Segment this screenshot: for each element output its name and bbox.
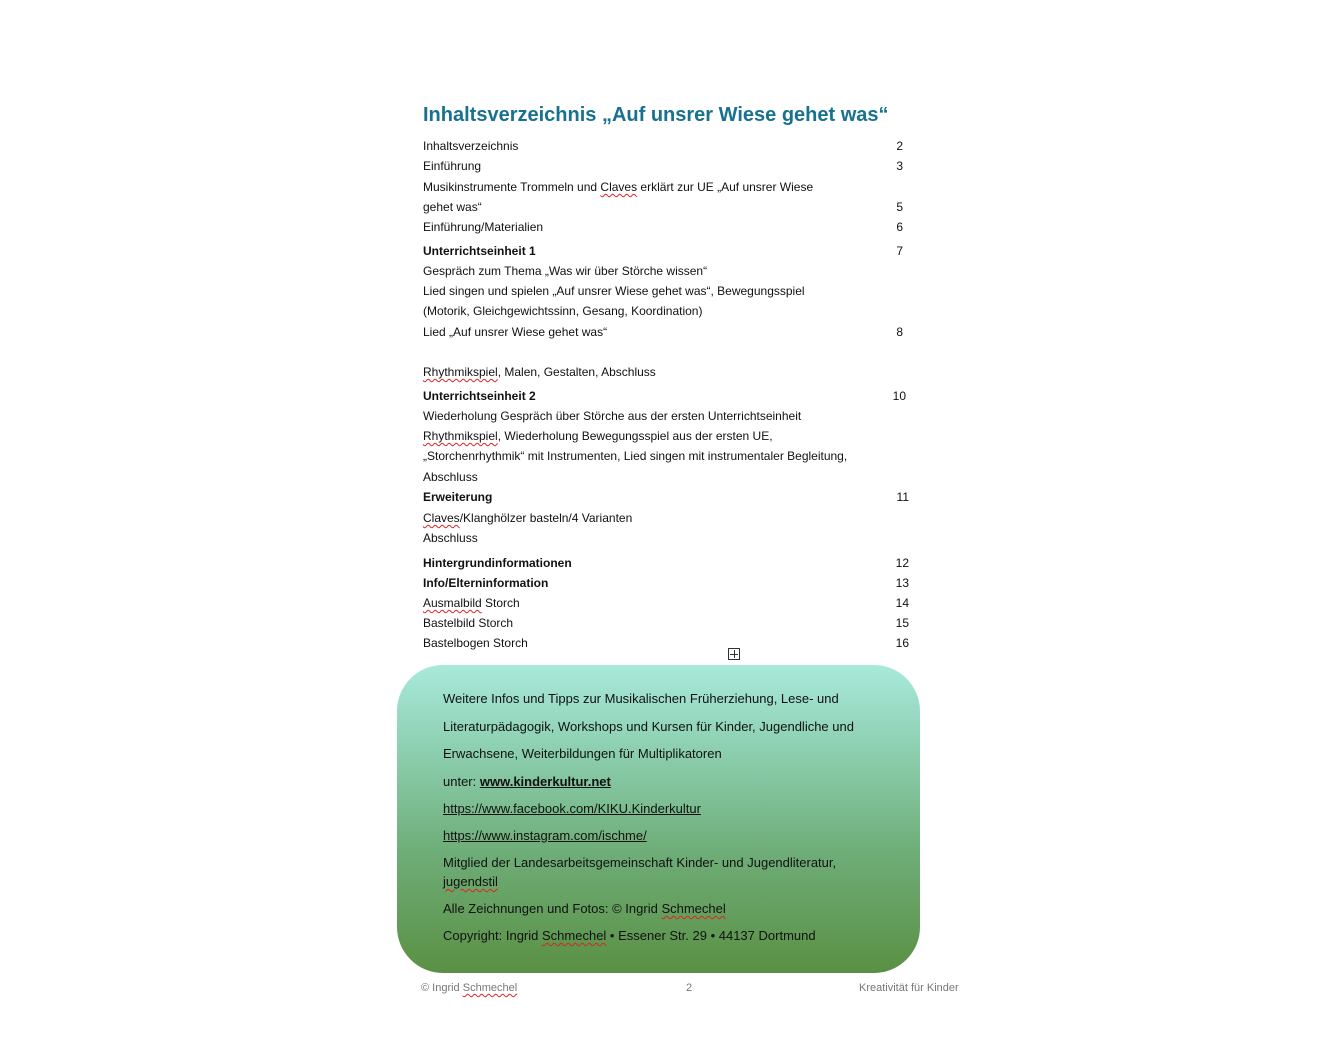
footer-left: © Ingrid Schmechel [421, 982, 518, 994]
toc-entry-page: 2 [896, 139, 903, 153]
website-link[interactable]: www.kinderkultur.net [479, 774, 611, 789]
info-text: Weitere Infos und Tipps zur Musikalischen Früherziehung, Lese- und [443, 691, 839, 706]
toc-section-heading: Erweiterung [423, 490, 493, 504]
toc-entry-text: Bastelbogen Storch [423, 636, 528, 650]
toc-entry-page: 13 [895, 576, 909, 590]
toc-entry-text: „Storchenrhythmik“ mit Instrumenten, Lied singen mit instrumentaler Begleitung, [423, 449, 848, 463]
toc-entry-text: Lied „Auf unsrer Wiese gehet was“ [423, 325, 608, 339]
toc-entry-text: gehet was“ [423, 200, 482, 214]
toc-entry-page: 15 [895, 616, 909, 630]
toc-entry-text: Claves/Klanghölzer basteln/4 Varianten [423, 511, 633, 525]
copyright-line: Copyright: Ingrid Schmechel • Essener Str. 29 • 44137 Dortmund [443, 928, 816, 943]
toc-entry-text: Rhythmikspiel, Wiederholung Bewegungsspiel aus der ersten UE, [423, 429, 773, 443]
toc-entry-text: Abschluss [423, 470, 478, 484]
toc-entry-page: 11 [896, 490, 909, 504]
facebook-link[interactable]: https://www.facebook.com/KIKU.Kinderkultur [443, 801, 701, 816]
toc-entry-text: Einführung [423, 159, 482, 173]
toc-section-heading: Unterrichtseinheit 2 [423, 389, 536, 403]
toc-entry-page: 5 [896, 200, 903, 214]
toc-entry-page: 14 [895, 596, 909, 610]
toc-entry-text: Abschluss [423, 531, 478, 545]
footer-right: Kreativität für Kinder [859, 982, 959, 994]
toc-section-heading: Info/Elterninformation [423, 576, 549, 590]
toc-entry-text: Wiederholung Gespräch über Störche aus der ersten Unterrichtseinheit [423, 409, 802, 423]
toc-title: Inhaltsverzeichnis „Auf unsrer Wiese gehet was“ [423, 104, 889, 126]
table-move-handle-icon[interactable] [728, 648, 740, 660]
info-text: Literaturpädagogik, Workshops und Kursen für Kinder, Jugendliche und [443, 719, 854, 734]
info-text: jugendstil [443, 874, 498, 889]
footer-page-number: 2 [686, 982, 693, 994]
toc-entry-page: 10 [892, 389, 906, 403]
toc-entry-text: Ausmalbild Storch [423, 596, 520, 610]
toc-entry-text: Einführung/Materialien [423, 220, 544, 234]
toc-section-heading: Hintergrundinformationen [423, 556, 572, 570]
info-box [397, 665, 920, 973]
info-text: Erwachsene, Weiterbildungen für Multiplikatoren [443, 746, 722, 761]
drawings-credit: Alle Zeichnungen und Fotos: © Ingrid Schmechel [443, 901, 726, 916]
toc-entry-text: Bastelbild Storch [423, 616, 514, 630]
toc-entry-text: Inhaltsverzeichnis [423, 139, 519, 153]
toc-entry-text: Gespräch zum Thema „Was wir über Störche wissen“ [423, 264, 708, 278]
toc-entry-text: (Motorik, Gleichgewichtssinn, Gesang, Koordination) [423, 304, 703, 318]
info-website-line: unter: www.kinderkultur.net [443, 774, 611, 789]
toc-entry-text: Rhythmikspiel, Malen, Gestalten, Abschluss [423, 365, 656, 379]
instagram-link[interactable]: https://www.instagram.com/ischme/ [443, 828, 647, 843]
toc-entry-text: Musikinstrumente Trommeln und Claves erklärt zur UE „Auf unsrer Wiese [423, 180, 814, 194]
toc-entry-page: 3 [896, 159, 903, 173]
toc-section-heading: Unterrichtseinheit 1 [423, 244, 536, 258]
toc-entry-page: 6 [896, 220, 903, 234]
toc-entry-page: 12 [895, 556, 909, 570]
toc-entry-page: 8 [896, 325, 903, 339]
toc-entry-page: 7 [896, 244, 903, 258]
info-text: Mitglied der Landesarbeitsgemeinschaft Kinder- und Jugendliteratur, [443, 855, 837, 870]
toc-entry-text: Lied singen und spielen „Auf unsrer Wiese gehet was“, Bewegungsspiel [423, 284, 805, 298]
toc-entry-page: 16 [895, 636, 909, 650]
